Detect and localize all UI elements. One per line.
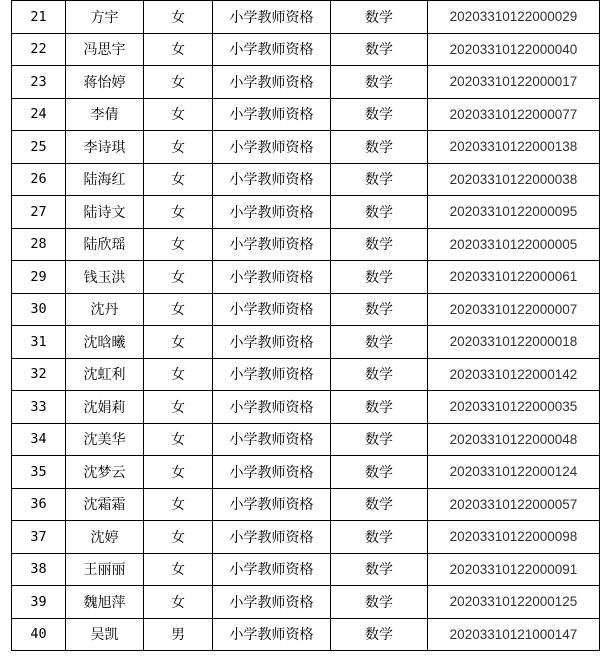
row-number-cell: 35 [12, 456, 66, 489]
table-row [12, 391, 600, 424]
gender-cell: 女 [144, 553, 213, 586]
gender-cell: 女 [144, 293, 213, 326]
subject-cell: 数学 [331, 163, 428, 196]
subject-cell: 数学 [331, 618, 428, 651]
qualification-type-cell: 小学教师资格 [213, 618, 331, 651]
subject-cell: 数学 [331, 553, 428, 586]
qualification-type-cell: 小学教师资格 [213, 521, 331, 554]
table-row [12, 553, 600, 586]
gender-cell: 女 [144, 488, 213, 521]
gender-cell: 女 [144, 131, 213, 164]
qualification-type-cell: 小学教师资格 [213, 131, 331, 164]
qualification-type-cell: 小学教师资格 [213, 391, 331, 424]
ticket-number-cell: 20203310122000007 [428, 293, 600, 326]
subject-cell: 数学 [331, 326, 428, 359]
table-row [12, 586, 600, 619]
ticket-number-cell: 20203310122000077 [428, 98, 600, 131]
name-cell: 魏旭萍 [66, 586, 144, 619]
ticket-number-cell: 20203310122000124 [428, 456, 600, 489]
name-cell: 陆欣瑶 [66, 228, 144, 261]
row-number-cell: 38 [12, 553, 66, 586]
ticket-number-cell: 20203310122000098 [428, 521, 600, 554]
row-number-cell: 39 [12, 586, 66, 619]
subject-cell: 数学 [331, 1, 428, 34]
table-row [12, 66, 600, 99]
table-row [12, 456, 600, 489]
row-number-cell: 37 [12, 521, 66, 554]
name-cell: 沈婷 [66, 521, 144, 554]
gender-cell: 女 [144, 326, 213, 359]
table-row [12, 131, 600, 164]
qualification-type-cell: 小学教师资格 [213, 196, 331, 229]
name-cell: 钱玉洪 [66, 261, 144, 294]
table-row [12, 521, 600, 554]
row-number-cell: 24 [12, 98, 66, 131]
qualification-type-cell: 小学教师资格 [213, 586, 331, 619]
gender-cell: 女 [144, 196, 213, 229]
name-cell: 陆海红 [66, 163, 144, 196]
row-number-cell: 28 [12, 228, 66, 261]
name-cell: 沈丹 [66, 293, 144, 326]
name-cell: 吴凯 [66, 618, 144, 651]
row-number-cell: 34 [12, 423, 66, 456]
qualification-type-cell: 小学教师资格 [213, 66, 331, 99]
ticket-number-cell: 20203310122000048 [428, 423, 600, 456]
table-row [12, 358, 600, 391]
table-row [12, 1, 600, 34]
ticket-number-cell: 20203310122000057 [428, 488, 600, 521]
gender-cell: 女 [144, 456, 213, 489]
row-number-cell: 29 [12, 261, 66, 294]
name-cell: 李诗琪 [66, 131, 144, 164]
table-row [12, 163, 600, 196]
gender-cell: 女 [144, 261, 213, 294]
ticket-number-cell: 20203310122000005 [428, 228, 600, 261]
gender-cell: 女 [144, 66, 213, 99]
name-cell: 沈梦云 [66, 456, 144, 489]
subject-cell: 数学 [331, 391, 428, 424]
ticket-number-cell: 20203310122000125 [428, 586, 600, 619]
subject-cell: 数学 [331, 98, 428, 131]
table-row [12, 33, 600, 66]
qualification-type-cell: 小学教师资格 [213, 293, 331, 326]
qualification-type-cell: 小学教师资格 [213, 163, 331, 196]
row-number-cell: 21 [12, 1, 66, 34]
gender-cell: 女 [144, 98, 213, 131]
candidate-table [11, 0, 600, 651]
row-number-cell: 31 [12, 326, 66, 359]
gender-cell: 女 [144, 1, 213, 34]
qualification-type-cell: 小学教师资格 [213, 423, 331, 456]
name-cell: 方宇 [66, 1, 144, 34]
row-number-cell: 36 [12, 488, 66, 521]
subject-cell: 数学 [331, 33, 428, 66]
table-row [12, 326, 600, 359]
qualification-type-cell: 小学教师资格 [213, 553, 331, 586]
gender-cell: 男 [144, 618, 213, 651]
subject-cell: 数学 [331, 293, 428, 326]
row-number-cell: 23 [12, 66, 66, 99]
gender-cell: 女 [144, 423, 213, 456]
subject-cell: 数学 [331, 131, 428, 164]
ticket-number-cell: 20203310122000142 [428, 358, 600, 391]
row-number-cell: 22 [12, 33, 66, 66]
row-number-cell: 33 [12, 391, 66, 424]
table-row [12, 228, 600, 261]
ticket-number-cell: 20203310122000061 [428, 261, 600, 294]
ticket-number-cell: 20203310122000095 [428, 196, 600, 229]
row-number-cell: 26 [12, 163, 66, 196]
table-row [12, 618, 600, 651]
name-cell: 冯思宇 [66, 33, 144, 66]
qualification-type-cell: 小学教师资格 [213, 261, 331, 294]
qualification-type-cell: 小学教师资格 [213, 98, 331, 131]
ticket-number-cell: 20203310122000138 [428, 131, 600, 164]
name-cell: 沈娟莉 [66, 391, 144, 424]
subject-cell: 数学 [331, 423, 428, 456]
row-number-cell: 27 [12, 196, 66, 229]
ticket-number-cell: 20203310122000017 [428, 66, 600, 99]
ticket-number-cell: 20203310122000029 [428, 1, 600, 34]
gender-cell: 女 [144, 163, 213, 196]
table-row [12, 423, 600, 456]
ticket-number-cell: 20203310122000040 [428, 33, 600, 66]
row-number-cell: 40 [12, 618, 66, 651]
subject-cell: 数学 [331, 66, 428, 99]
subject-cell: 数学 [331, 228, 428, 261]
gender-cell: 女 [144, 358, 213, 391]
gender-cell: 女 [144, 521, 213, 554]
name-cell: 蒋怡婷 [66, 66, 144, 99]
qualification-type-cell: 小学教师资格 [213, 1, 331, 34]
subject-cell: 数学 [331, 196, 428, 229]
gender-cell: 女 [144, 586, 213, 619]
subject-cell: 数学 [331, 261, 428, 294]
table-row [12, 261, 600, 294]
ticket-number-cell: 20203310122000018 [428, 326, 600, 359]
subject-cell: 数学 [331, 586, 428, 619]
table-row [12, 98, 600, 131]
row-number-cell: 25 [12, 131, 66, 164]
ticket-number-cell: 20203310122000091 [428, 553, 600, 586]
name-cell: 沈美华 [66, 423, 144, 456]
subject-cell: 数学 [331, 358, 428, 391]
gender-cell: 女 [144, 228, 213, 261]
name-cell: 沈虹利 [66, 358, 144, 391]
row-number-cell: 30 [12, 293, 66, 326]
subject-cell: 数学 [331, 521, 428, 554]
name-cell: 陆诗文 [66, 196, 144, 229]
table-row [12, 293, 600, 326]
qualification-type-cell: 小学教师资格 [213, 358, 331, 391]
subject-cell: 数学 [331, 488, 428, 521]
row-number-cell: 32 [12, 358, 66, 391]
ticket-number-cell: 20203310122000035 [428, 391, 600, 424]
qualification-type-cell: 小学教师资格 [213, 326, 331, 359]
ticket-number-cell: 20203310121000147 [428, 618, 600, 651]
name-cell: 王丽丽 [66, 553, 144, 586]
qualification-type-cell: 小学教师资格 [213, 488, 331, 521]
name-cell: 李倩 [66, 98, 144, 131]
name-cell: 沈霜霜 [66, 488, 144, 521]
ticket-number-cell: 20203310122000038 [428, 163, 600, 196]
gender-cell: 女 [144, 391, 213, 424]
table-body [12, 1, 600, 651]
qualification-type-cell: 小学教师资格 [213, 228, 331, 261]
table-row [12, 196, 600, 229]
qualification-type-cell: 小学教师资格 [213, 456, 331, 489]
subject-cell: 数学 [331, 456, 428, 489]
name-cell: 沈晗曦 [66, 326, 144, 359]
gender-cell: 女 [144, 33, 213, 66]
table-row [12, 488, 600, 521]
qualification-type-cell: 小学教师资格 [213, 33, 331, 66]
